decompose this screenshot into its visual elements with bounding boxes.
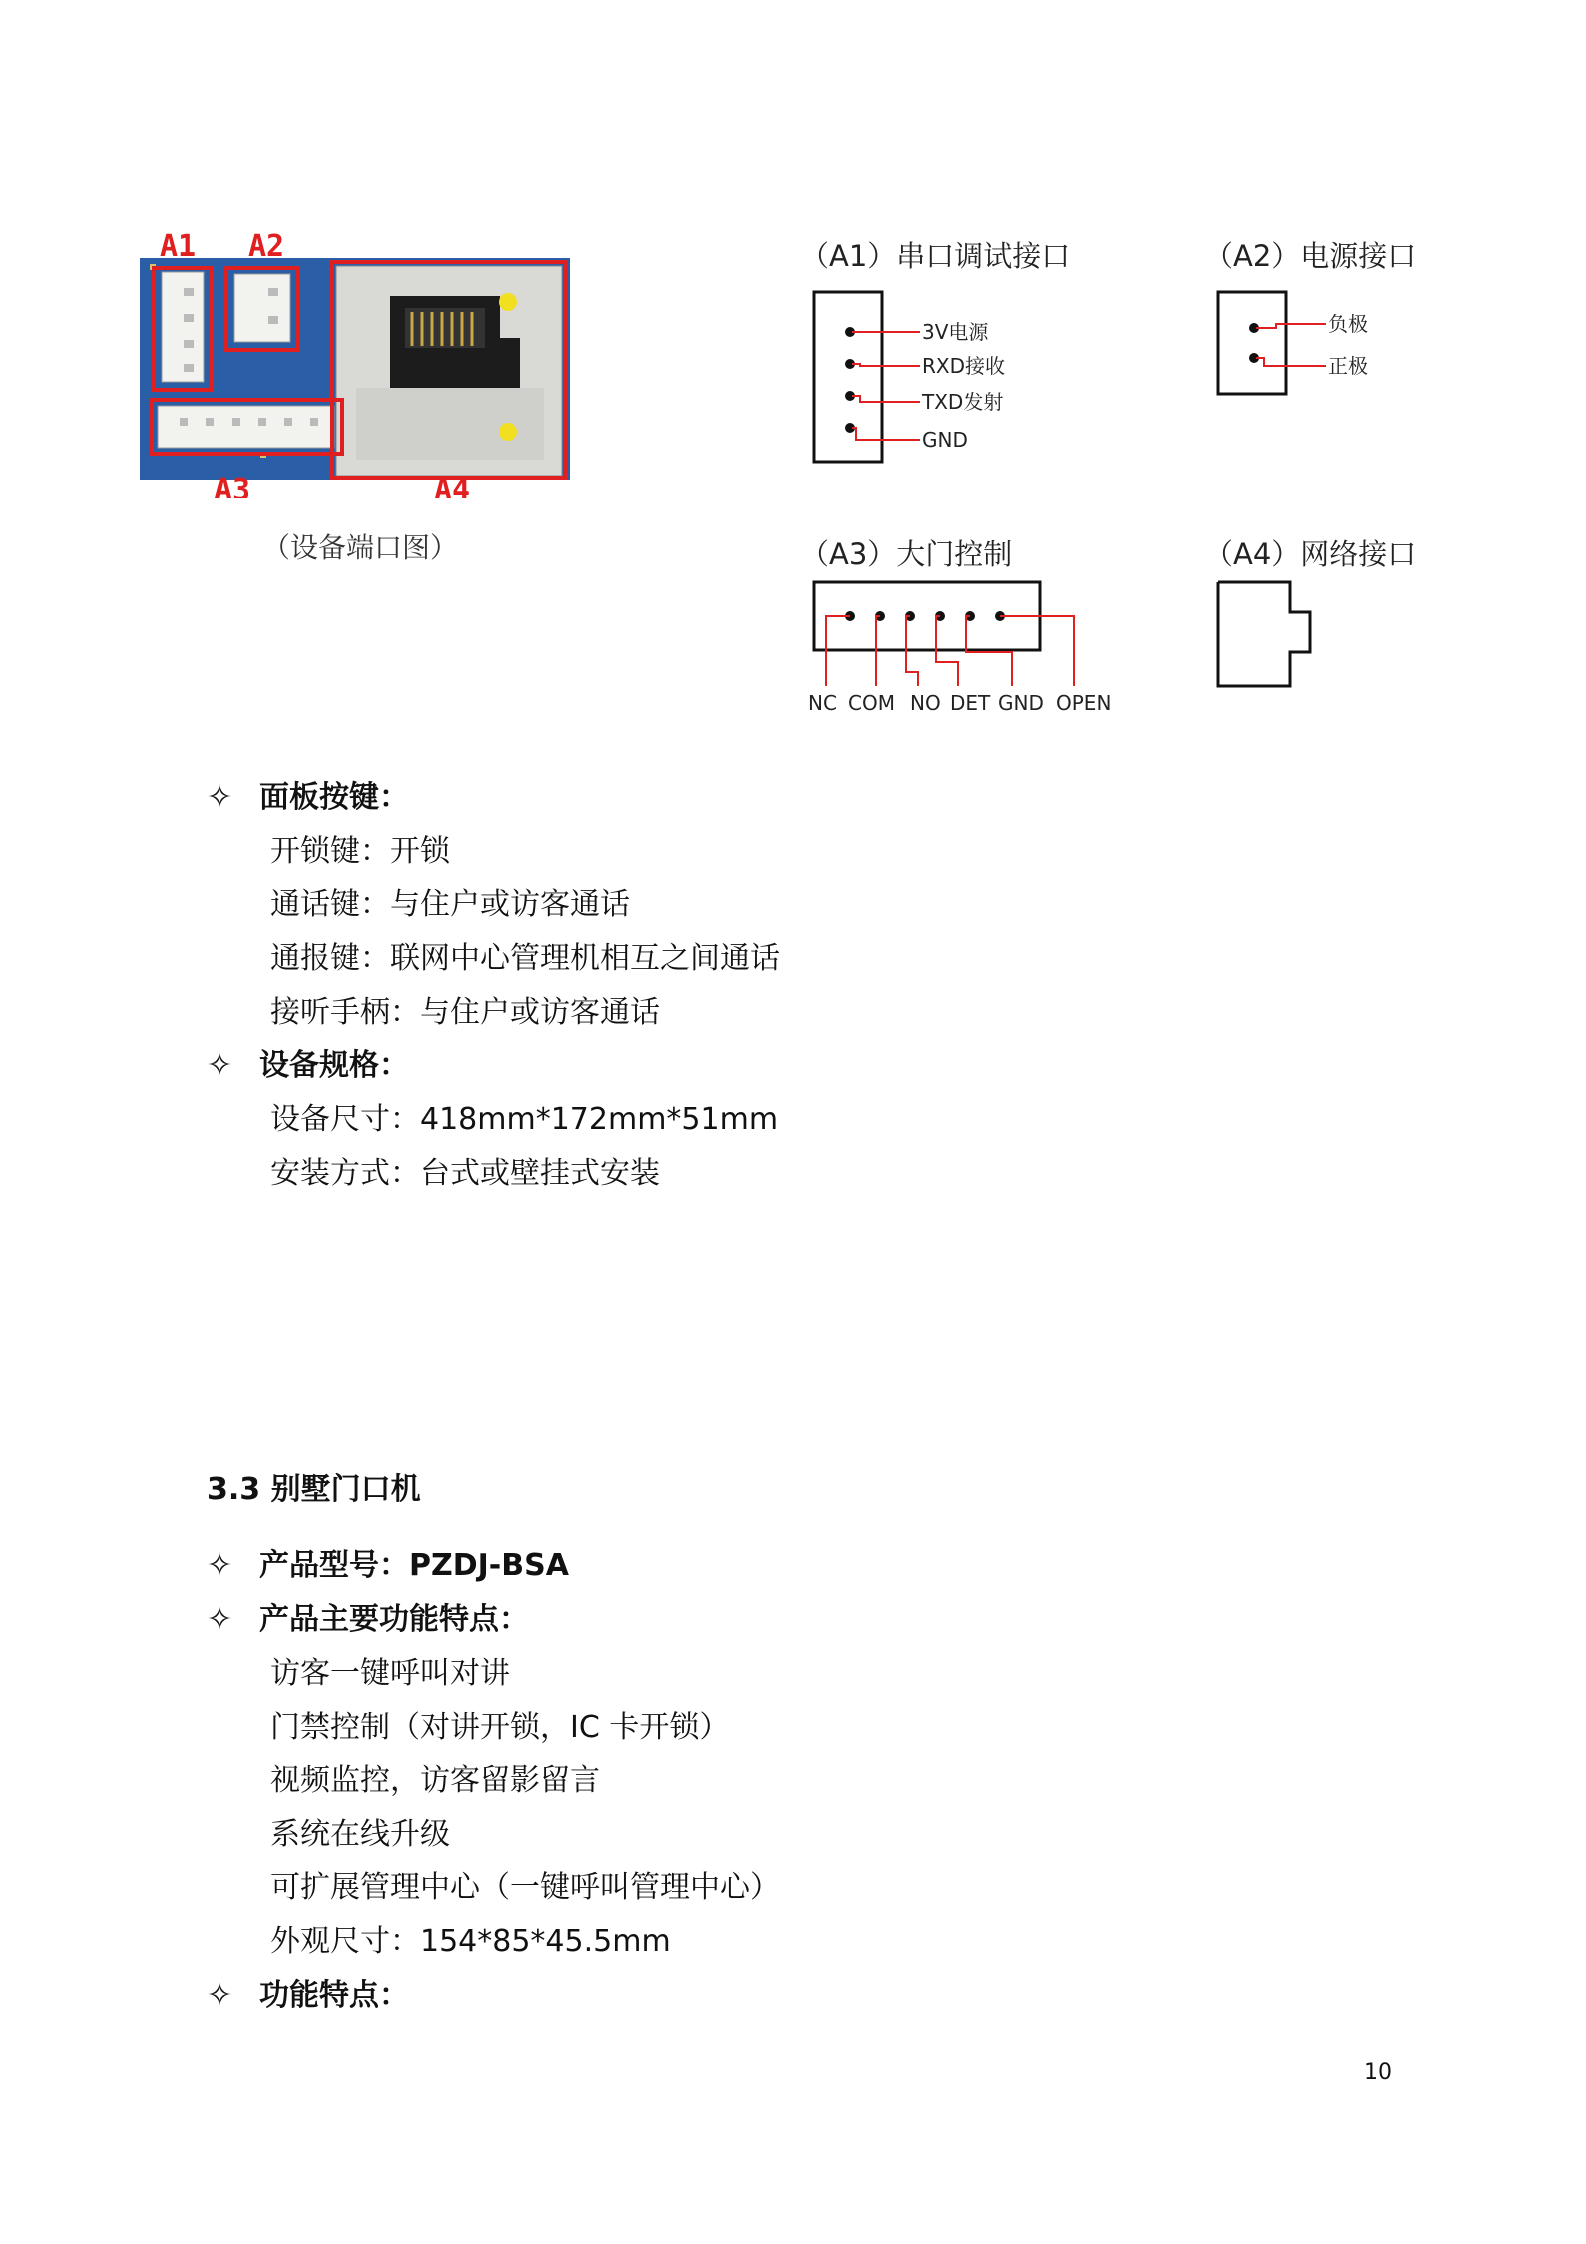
model-row (207, 1540, 569, 1584)
bullet-icon: ✧ (207, 1978, 233, 2013)
photo-caption: （设备端口图） (262, 531, 459, 564)
a3-door-control-diagram (806, 576, 1136, 716)
a2-power-port-diagram (1214, 282, 1414, 412)
a3-title: （A3）大门控制 (800, 537, 1013, 571)
a3-pin-nc: NC (808, 691, 837, 715)
a2-pin-positive: 正极 (1328, 354, 1368, 378)
a1-pin-rxd: RXD接收 (922, 354, 1005, 378)
photo-label-a4: A4 (434, 473, 471, 498)
functions-heading-text: 功能特点： (259, 1978, 409, 2013)
features-heading (207, 1594, 529, 1638)
a1-pin-txd: TXD发射 (922, 390, 1004, 414)
a3-pin-gnd: GND (998, 691, 1044, 715)
panel-key-item: 接听手柄：与住户或访客通话 (270, 995, 660, 1030)
panel-key-item: 通话键：与住户或访客通话 (270, 887, 630, 922)
feature-item: 访客一键呼叫对讲 (270, 1656, 510, 1691)
a3-pin-no: NO (910, 691, 941, 715)
panel-key-item: 开锁键：开锁 (270, 834, 450, 869)
a2-pin-negative: 负极 (1328, 312, 1368, 336)
a1-pin-3v: 3V电源 (922, 320, 989, 344)
feature-item: 可扩展管理中心（一键呼叫管理中心） (270, 1870, 780, 1905)
feature-item: 外观尺寸：154*85*45.5mm (270, 1924, 671, 1959)
functions-heading (207, 1970, 409, 2014)
spec-item: 设备尺寸：418mm*172mm*51mm (270, 1102, 779, 1137)
a1-pin-gnd: GND (922, 428, 968, 452)
photo-label-a2: A2 (248, 229, 285, 264)
board-illustration (140, 228, 570, 498)
feature-item: 门禁控制（对讲开锁，IC 卡开锁） (270, 1710, 730, 1745)
a4-network-port-diagram (1214, 576, 1324, 696)
panel-keys-heading-text: 面板按键： (259, 780, 409, 815)
a3-pin-com: COM (848, 691, 895, 715)
page-number: 10 (1364, 2060, 1392, 2085)
panel-keys-heading (207, 772, 409, 816)
section-heading: 3.3 别墅门口机 (207, 1472, 421, 1507)
device-port-photo (140, 228, 570, 498)
a1-title: （A1）串口调试接口 (800, 239, 1071, 273)
model-text: 产品型号：PZDJ-BSA (259, 1548, 569, 1583)
photo-label-a1: A1 (160, 229, 197, 264)
a1-serial-port-diagram (810, 282, 1070, 472)
a4-title: （A4）网络接口 (1204, 537, 1417, 571)
feature-item: 视频监控，访客留影留言 (270, 1763, 600, 1798)
a3-pin-open: OPEN (1056, 691, 1112, 715)
photo-label-a3: A3 (214, 473, 251, 498)
specs-heading-text: 设备规格： (259, 1048, 409, 1083)
bullet-icon: ✧ (207, 1048, 233, 1083)
bullet-icon: ✧ (207, 780, 233, 815)
panel-key-item: 通报键：联网中心管理机相互之间通话 (270, 941, 780, 976)
specs-heading (207, 1040, 409, 1084)
feature-item: 系统在线升级 (270, 1817, 450, 1852)
bullet-icon: ✧ (207, 1602, 233, 1637)
features-heading-text: 产品主要功能特点： (259, 1602, 529, 1637)
bullet-icon: ✧ (207, 1548, 233, 1583)
spec-item: 安装方式：台式或壁挂式安装 (270, 1156, 660, 1191)
a2-title: （A2）电源接口 (1204, 239, 1417, 273)
a3-pin-det: DET (950, 691, 991, 715)
